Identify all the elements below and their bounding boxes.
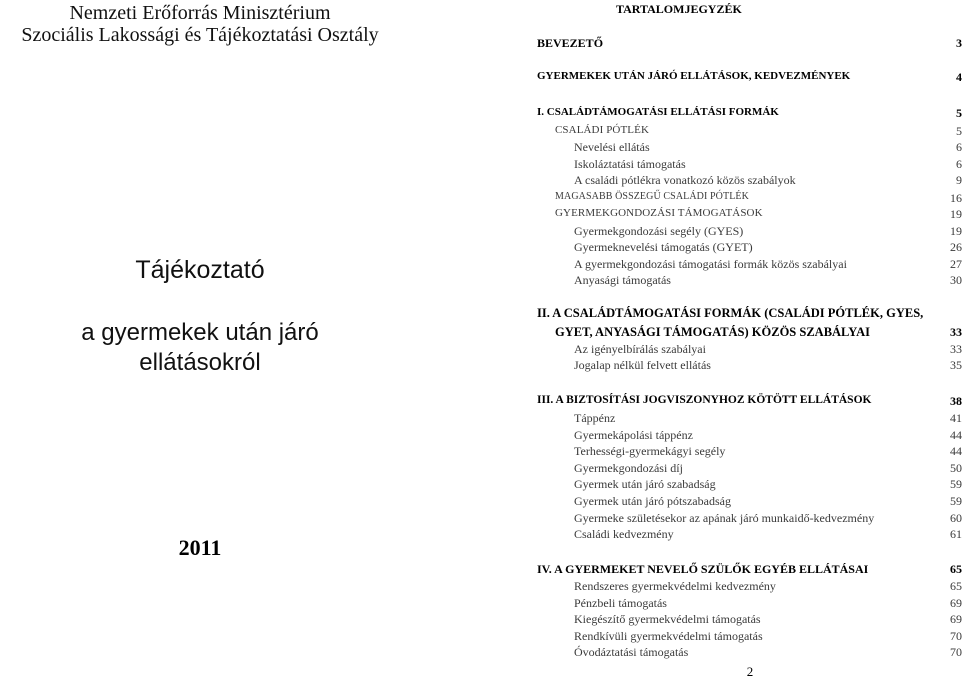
toc-entry[interactable]: Családi kedvezmény — [574, 527, 674, 541]
toc-entry[interactable]: Gyermekápolási táppénz — [574, 428, 693, 442]
toc-page: 19 — [950, 224, 962, 238]
toc-page: 35 — [950, 358, 962, 372]
toc-page: 16 — [950, 191, 962, 205]
toc-page: 38 — [950, 394, 962, 408]
page-number: 2 — [746, 664, 754, 679]
toc-entry[interactable]: I. CSALÁDTÁMOGATÁSI ELLÁTÁSI FORMÁK — [537, 106, 779, 118]
toc-entry[interactable]: Kiegészítő gyermekvédelmi támogatás — [574, 612, 761, 626]
toc-page: 50 — [950, 461, 962, 475]
toc-entry[interactable]: Pénzbeli támogatás — [574, 596, 667, 610]
toc-entry[interactable]: Jogalap nélkül felvett ellátás — [574, 358, 711, 372]
toc-page: 59 — [950, 477, 962, 491]
cover-subtitle-line1: a gyermekek után járó — [81, 319, 319, 346]
toc-entry[interactable]: Gyermek után járó szabadság — [574, 477, 716, 491]
toc-entry[interactable]: Nevelési ellátás — [574, 140, 650, 154]
toc-entry[interactable]: Iskoláztatási támogatás — [574, 157, 686, 171]
toc-page: 19 — [950, 207, 962, 221]
toc-page: 70 — [950, 629, 962, 643]
toc-entry[interactable]: Gyermeke születésekor az apának járó munkaidő-kedvezmény — [574, 511, 875, 525]
department-name: Szociális Lakossági és Tájékoztatási Osztály — [21, 24, 379, 46]
toc-page: 69 — [950, 596, 962, 610]
toc-page: 6 — [956, 140, 962, 154]
toc-page: 33 — [950, 342, 962, 356]
toc-entry[interactable]: Terhességi-gyermekágyi segély — [574, 444, 726, 458]
toc-entry[interactable]: Gyermekgondozási segély (GYES) — [574, 224, 744, 238]
toc-page: 5 — [956, 124, 962, 138]
toc-page: 41 — [950, 411, 962, 425]
toc-page: 30 — [950, 273, 962, 287]
cover-title: Tájékoztató — [135, 256, 265, 284]
toc-entry[interactable]: Gyermeknevelési támogatás (GYET) — [574, 240, 753, 254]
toc-page: 9 — [956, 173, 962, 187]
toc-entry[interactable]: A családi pótlékra vonatkozó közös szabályok — [574, 173, 796, 187]
toc-page: 44 — [950, 444, 962, 458]
toc-entry[interactable]: A gyermekgondozási támogatási formák közös szabályai — [574, 257, 847, 271]
toc-entry[interactable]: Az igényelbírálás szabályai — [574, 342, 706, 356]
toc-page: 33 — [950, 325, 962, 339]
toc-page: 65 — [950, 579, 962, 593]
toc-page: 5 — [956, 106, 962, 120]
toc-page: 27 — [950, 257, 962, 271]
toc-page: 6 — [956, 157, 962, 171]
cover-year: 2011 — [178, 535, 222, 560]
toc-entry[interactable]: MAGASABB ÖSSZEGŰ CSALÁDI PÓTLÉK — [555, 191, 749, 202]
toc-entry[interactable]: GYERMEKGONDOZÁSI TÁMOGATÁSOK — [555, 207, 763, 219]
ministry-name: Nemzeti Erőforrás Minisztérium — [69, 2, 331, 24]
toc-page: 60 — [950, 511, 962, 525]
toc-entry[interactable]: BEVEZETŐ — [537, 36, 604, 50]
toc-page: 69 — [950, 612, 962, 626]
toc-entry[interactable]: Anyasági támogatás — [574, 273, 671, 287]
toc-page: 4 — [956, 70, 962, 84]
toc-page: 59 — [950, 494, 962, 508]
toc-entry[interactable]: III. A BIZTOSÍTÁSI JOGVISZONYHOZ KÖTÖTT ELLÁTÁSOK — [537, 394, 872, 406]
toc-entry[interactable]: Rendszeres gyermekvédelmi kedvezmény — [574, 579, 776, 593]
toc-page: 65 — [950, 562, 962, 576]
toc-entry[interactable]: Óvodáztatási támogatás — [574, 645, 689, 659]
toc-page: 26 — [950, 240, 962, 254]
toc-heading: TARTALOMJEGYZÉK — [616, 2, 742, 16]
toc-entry[interactable]: II. A CSALÁDTÁMOGATÁSI FORMÁK (CSALÁDI PÓTLÉK, GYES, — [537, 306, 924, 320]
toc-entry[interactable]: IV. A GYERMEKET NEVELŐ SZÜLŐK EGYÉB ELLÁTÁSAI — [537, 562, 869, 576]
toc-entry[interactable]: GYERMEKEK UTÁN JÁRÓ ELLÁTÁSOK, KEDVEZMÉNYEK — [537, 70, 851, 82]
toc-entry[interactable]: CSALÁDI PÓTLÉK — [555, 124, 649, 136]
toc-entry[interactable]: GYET, ANYASÁGI TÁMOGATÁS) KÖZÖS SZABÁLYAI — [555, 325, 871, 339]
toc-entry[interactable]: Gyermek után járó pótszabadság — [574, 494, 731, 508]
toc-entry[interactable]: Táppénz — [574, 411, 616, 425]
toc-page: 70 — [950, 645, 962, 659]
toc-page: 61 — [950, 527, 962, 541]
toc-page: 44 — [950, 428, 962, 442]
toc-entry[interactable]: Gyermekgondozási díj — [574, 461, 683, 475]
cover-subtitle-line2: ellátásokról — [139, 349, 261, 376]
toc-page: 3 — [956, 36, 962, 50]
toc-entry[interactable]: Rendkívüli gyermekvédelmi támogatás — [574, 629, 763, 643]
